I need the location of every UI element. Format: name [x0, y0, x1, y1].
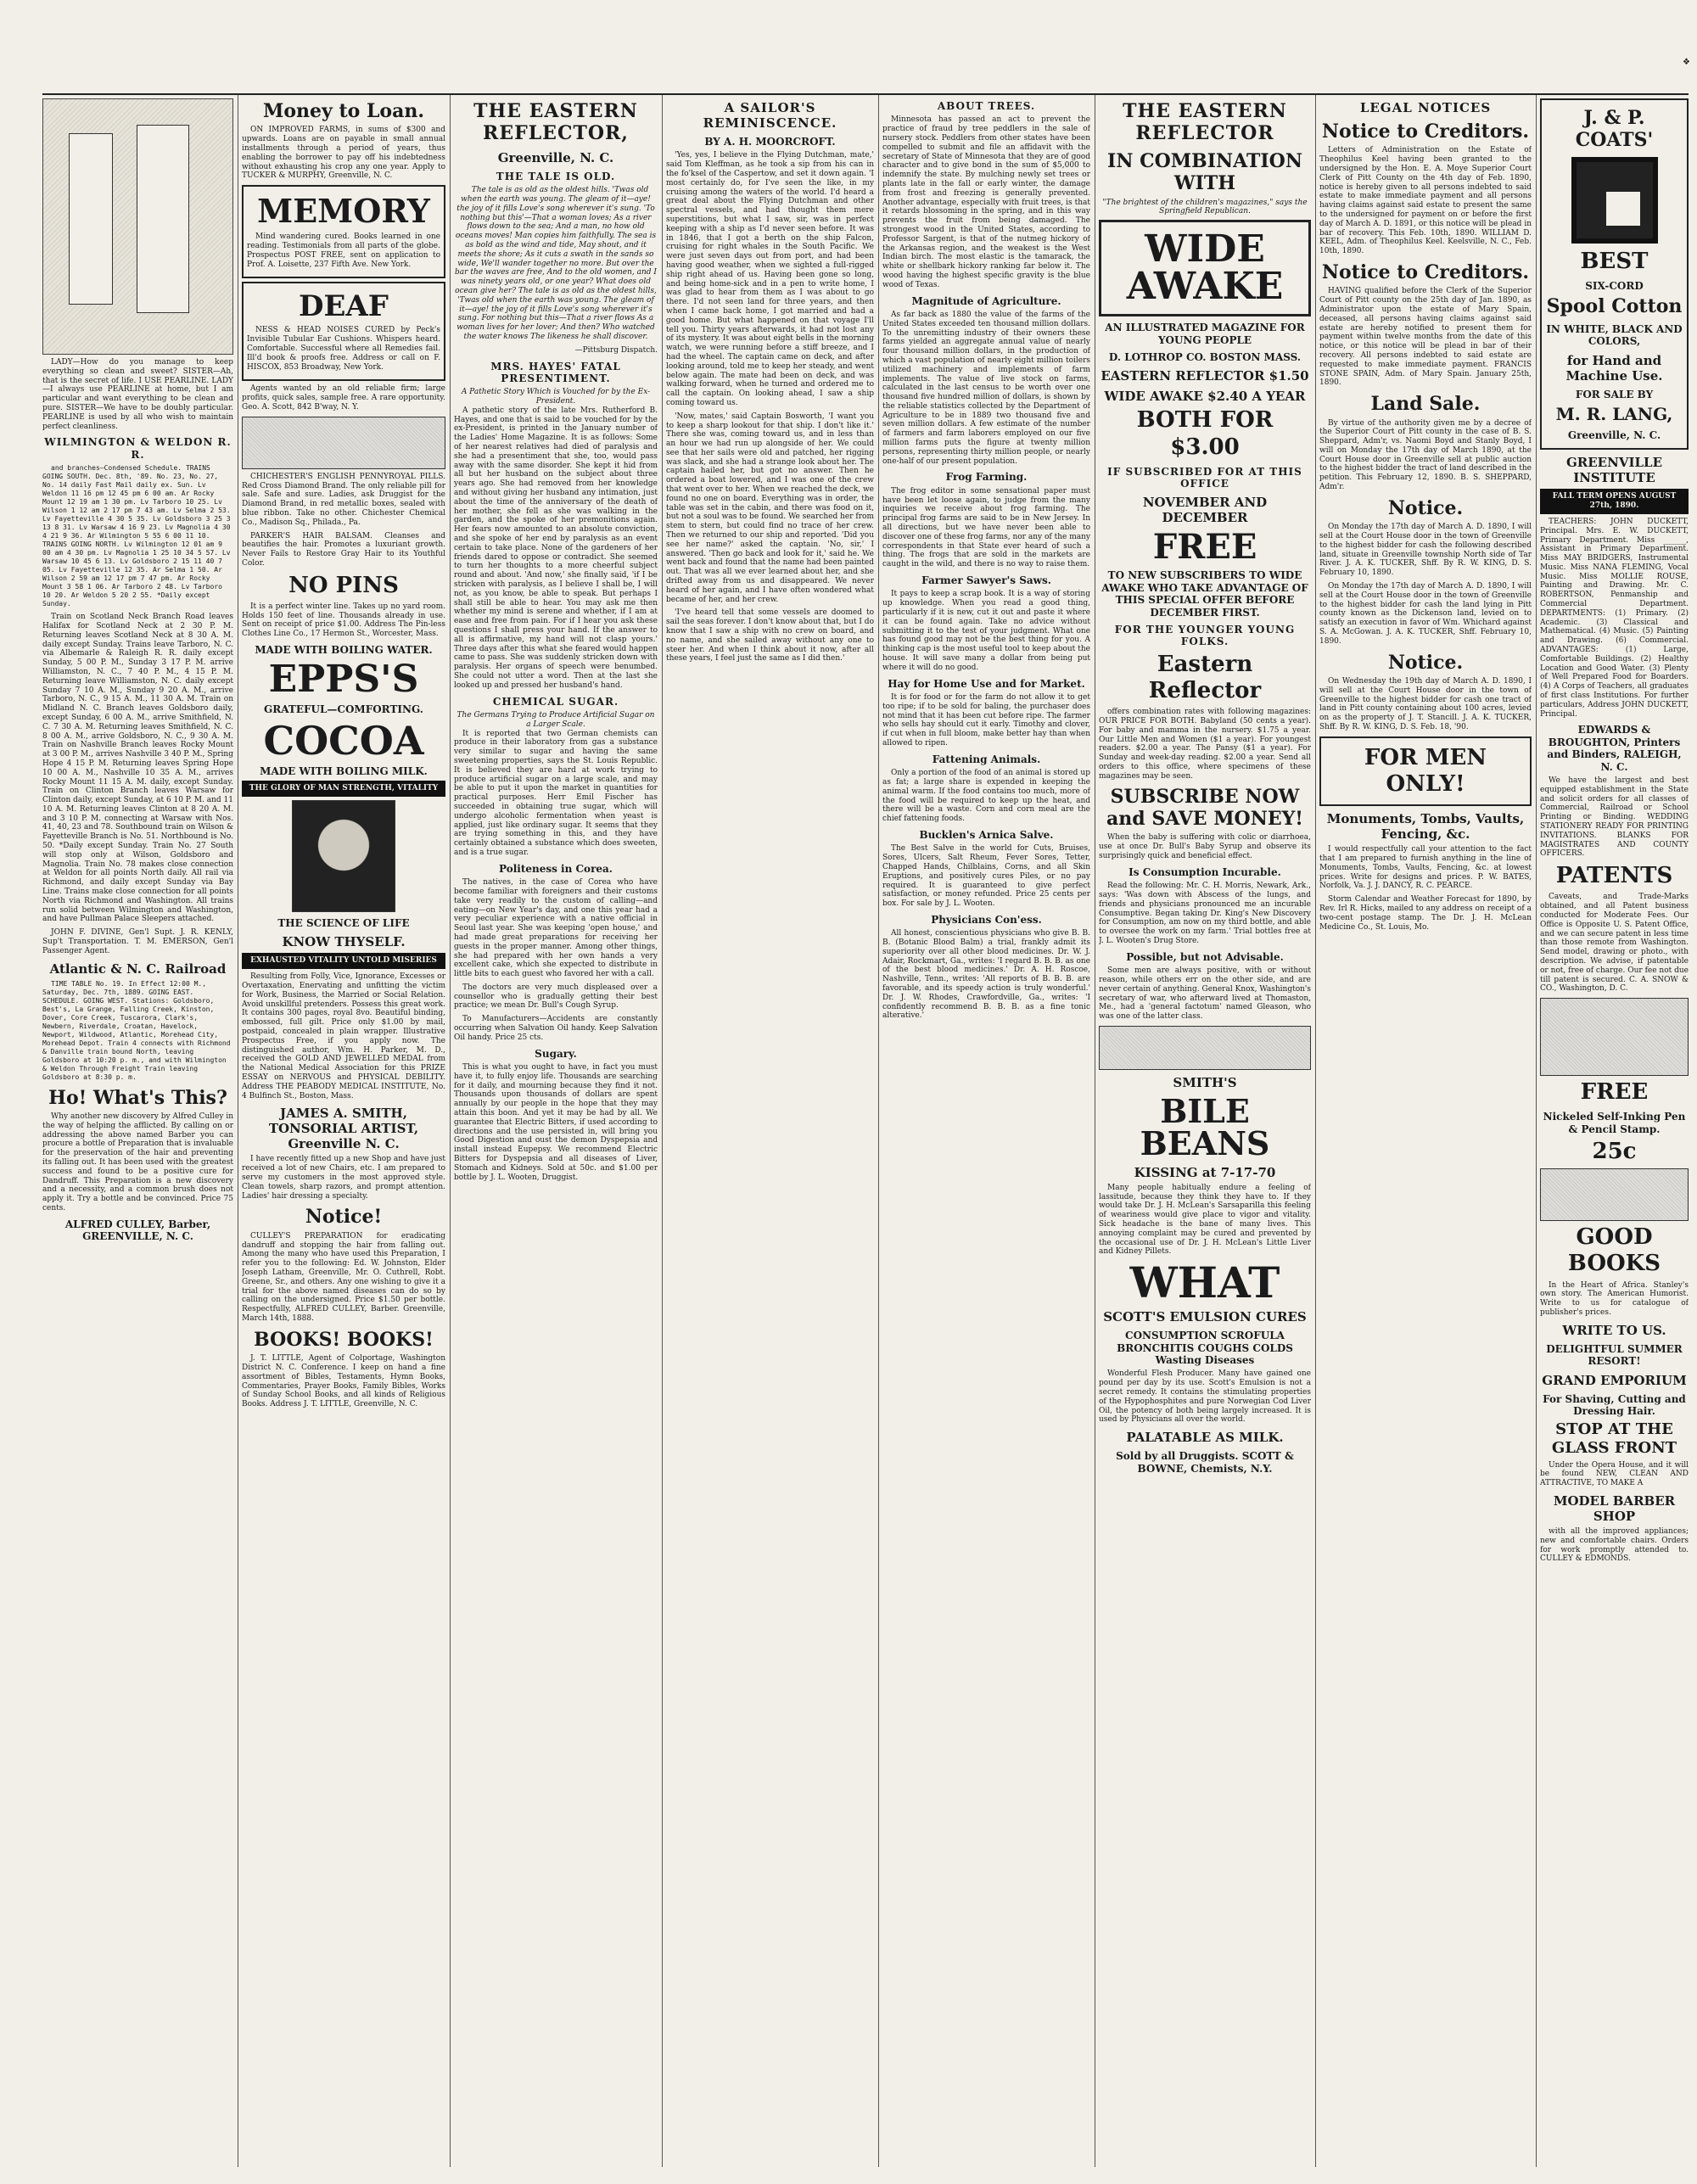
column-1 — [42, 95, 233, 2167]
farmer-body: It pays to keep a scrap book. It is a way of storing up knowledge. When you read a good thing, particularly if it is new, cut it out and paste it where it can be found again. Take no advice without submitting it to the test of your judgment. What one has found good may not be the best thing for you. A thinking cap is the most useful tool to keep about the house. It will save many a dollar from being put where it will do no good. — [882, 590, 1090, 672]
scotts-list: CONSUMPTION SCROFULA BRONCHITIS COUGHS COLDS Wasting Diseases — [1117, 1330, 1293, 1367]
sailor-heading: A SAILOR'S REMINISCENCE. — [703, 100, 837, 131]
trees-body: Minnesota has passed an act to prevent the practice of fraud by tree peddlers in the sale of nursery stock. Peddlers from other states have been compelled to submit and file an affidavit with the secretary of State of Minnesota that they are of good character and to give bond in the sum of $5,000 to indemnify the state. By mulching newly set trees or plants late in the fall or early winter, the damage from frost and freezing is generally prevented. Another advantage, especially with fruit trees, is that it retards blossoming in the spring, and in this way prevents the fruit from being damaged. The strongest wood in the United States, according to Professor Sargent, is that of the nutmeg hickory of the Arkansas region, and the weakest is the West Indian birch. The most elastic is the tamarack, the white or shellbark hickory ranking far below it. The wood having the highest specific gravity is the blue wood of Texas. — [882, 115, 1090, 289]
possible-heading: Possible, but not Advisable. — [1126, 950, 1284, 963]
lang-name: M. R. LANG, — [1555, 403, 1673, 424]
best-title: BEST — [1580, 248, 1649, 274]
land-body: By virtue of the authority given me by a decree of the Superior Court of Pitt county in the case of B. S. Sheppard, Adm'r, vs. Naomi Boyd and Stanly Boyd, I will on Monday the 17th day of March 1890, at the Court House door in Greenville sell at public auction to the highest bidder the tract of land described in the petition. This February 12, 1890. B. S. SHEPPARD, Adm'r. — [1319, 418, 1532, 492]
goodbooks-body: In the Heart of Africa. Stanley's own story. The American Humorist. Write to us for catalogue of publisher's prices. — [1540, 1280, 1689, 1318]
sugar-body: It is reported that two German chemists can produce in their laboratory from gas a substance very similar to sugar and having the same sweetening properties, says the St. Louis Republic. It is believed they are hard at work trying to produce artificial sugar on a large scale, and may be able to put it upon the market in quantities for practical purposes. Herr Emil Fischer has succeeded in obtaining true sugar, which will undergo alcoholic fermentation when yeast is applied, just like ordinary sugar. It seems that they are trying something in this, and they have certainly obtained a substance which does sweeten, and is a true sugar. — [454, 729, 658, 857]
land-heading: Land Sale. — [1370, 393, 1481, 416]
tale-heading: THE TALE IS OLD. — [496, 170, 616, 182]
parker-ad: PARKER'S HAIR BALSAM. Cleanses and beautifies the hair. Promotes a luxuriant growth. Never Fails to Restore Gray Hair to its Youthful Color. — [242, 531, 445, 568]
palatable-line: PALATABLE AS MILK. — [1126, 1430, 1284, 1446]
agri-heading: Magnitude of Agriculture. — [911, 294, 1061, 307]
column-rule — [450, 95, 451, 2167]
subscribe-banner: SUBSCRIBE NOW and SAVE MONEY! — [1106, 785, 1303, 830]
masthead-place: Greenville, N. C. — [497, 149, 614, 165]
buckle-body: The Best Salve in the world for Cuts, Bruises, Sores, Ulcers, Salt Rheum, Fever Sores, Tetter, Chapped Hands, Chilblains, Corns, and all Skin Eruptions, and positively cures Piles, or no pay required. It is guaranteed to give perfect satisfaction, or money refunded. Price 25 cents per box. For sale by J. L. Wooten. — [882, 844, 1090, 909]
column-4 — [666, 95, 874, 2167]
cred1-heading: Notice to Creditors. — [1321, 120, 1530, 143]
emporium-sub: For Shaving, Cutting and Dressing Hair. — [1543, 1392, 1686, 1418]
scotts-body: Wonderful Flesh Producer. Many have gained one pound per day by its use. Scott's Emulsion is not a secret remedy. It contains the stimulating properties of the Hypophosphites and pure Norwegian Cod Liver Oil, the potency of both being largely increased. It is used by Physicians all over the world. — [1099, 1369, 1311, 1425]
cred2-heading: Notice to Creditors. — [1321, 260, 1530, 283]
wideawake-logo — [1099, 220, 1311, 316]
sugar-heading: CHEMICAL SUGAR. — [492, 695, 619, 708]
physicians-body: All honest, conscientious physicians who give B. B. B. (Botanic Blood Balm) a trial, frankly admit its superiority over all other blood medicines. Dr. W. J. Adair, Rockmart, Ga., writes: 'I regard B. B. B. as one of the best blood medicines.' Dr. A. H. Roscoe, Nashville, Tenn., writes: 'All reports of B. B. B. are favorable, and its speedy action is truly wonderful.' Dr. J. W. Rhodes, Crawfordville, Ga., writes: 'I confidently recommend B. B. B. as a fine tonic alterative.' — [882, 929, 1090, 1021]
column-7 — [1319, 95, 1532, 2167]
science-title: THE SCIENCE OF LIFE — [277, 917, 410, 930]
pen-stamp-line: Nickeled Self-Inking Pen & Pencil Stamp. — [1543, 1111, 1686, 1135]
hayes-subheading: A Pathetic Story Which is Vouched for by the Ex-President. — [461, 388, 651, 406]
coats-title: J. & P. COATS' — [1575, 107, 1654, 152]
marry-item: The doctors are very much displeased over a counsellor who is gradually getting their best practice; we mean Dr. Bull's Cough Syrup. — [454, 983, 658, 1011]
hay-heading: Hay for Home Use and for Market. — [888, 677, 1085, 690]
consumption-body: Read the following: Mr. C. H. Morris, Newark, Ark., says: 'Was down with Abscess of the lungs, and friends and physicians pronounced me an incurable Consumptive. Began taking Dr. King's New Discovery for Consumption, am now on my third bottle, and able to oversee the work on my farm.' Trial bottles free at J. L. Wooten's Drug Store. — [1099, 882, 1311, 945]
buckle-heading: Bucklen's Arnica Salve. — [919, 828, 1054, 841]
price-wideawake: WIDE AWAKE $2.40 A YEAR — [1104, 389, 1306, 405]
fatten-heading: Fattening Animals. — [932, 753, 1041, 765]
price-er: EASTERN REFLECTOR $1.50 — [1101, 368, 1309, 384]
combination-line: IN COMBINATION WITH — [1107, 149, 1302, 195]
tale-poem: The tale is as old as the oldest hills. 'Twas old when the earth was young. The gleam of it—aye! the joy of it fills Love's song wherever it's sung. 'To nothing but this'—That a woman loves; As a river flows down to the sea; And a man, no how old oceans moves! Man copies him faithfully. The sea is as bold as the wind and tide, May shout, and it meets the shore; As it cuts a swath in the sands so wide, We'll wander together no more. But over the bar the waves are free, And to the old women, and I was ninety years old, or one year? What does old ocean give her? The tale is as old as the oldest hills, 'Twas old when the earth was young. The gleam of it—aye! the joy of it fills Love's song wherever it's sung. For nothing but this—That a river flows As a woman lives for her lover; And then? Who watched the water knows The likeness he shall discover. — [455, 186, 657, 341]
goodbooks-title: GOOD BOOKS — [1567, 1224, 1661, 1277]
frog-body: The frog editor in some sensational paper must have been let loose again, to judge from the many inquiries we receive about frog farming. The principal frog farms are said to be in New Jersey. In all directions, but we have never been able to discover one of these frog farms, nor any of the many correspondents in that State ever heard of such a thing. The frogs that are sold in the markets are caught in the wild, and there is no way to raise them. — [882, 486, 1090, 569]
author-portrait — [292, 800, 395, 912]
colors-line: IN WHITE, BLACK AND COLORS, — [1546, 322, 1683, 348]
monuments-heading: Monuments, Tombs, Vaults, Fencing, &c. — [1326, 811, 1525, 843]
merchants-item: To Manufacturers—Accidents are constantly occurring when Salvation Oil handy. Keep Salvation Oil handy. Price 25 cts. — [454, 1015, 658, 1042]
nopins-ad: It is a perfect winter line. Takes up no yard room. Holds 150 feet of line. Thousands already in use. Sent on receipt of price $1.00. Address The Pin-less Clothes Line Co., 17 Hermon St., Worcester, Mass. — [242, 602, 445, 639]
both-price: BOTH FOR $3.00 — [1136, 407, 1274, 460]
column-2 — [242, 95, 445, 2167]
notice3-body: On Wednesday the 19th day of March A. D. 1890, I will sell at the Court House door in the town of Greenville to the highest bidder for cash one tract of land in Pitt county containing about 100 acres, levied on as the property of J. T. Stancill. J. A. K. TUCKER, Shff. By R. W. KING, D. S. Feb. 18, '90. — [1319, 677, 1532, 731]
hand-line: for Hand and Machine Use. — [1565, 352, 1663, 384]
frog-heading: Frog Farming. — [945, 471, 1028, 484]
hay-body: It is for food or for the farm do not allow it to get too ripe; if to be sold for baling, the purchaser does not mind that it has been cut before ripe. The farmer who sells hay should cut it early. Timothy and clover, if cut when in full bloom, make better hay than when allowed to ripen. — [882, 692, 1090, 748]
epps-top: MADE WITH BOILING WATER. — [255, 644, 433, 657]
smith-body: I have recently fitted up a new Shop and have just received a lot of new Chairs, etc. I am prepared to serve my customers in the most approved style. Clean towels, sharp razors, and prompt attention. Ladies' hair dressing a specialty. — [242, 1155, 445, 1201]
free-illustration — [1540, 998, 1689, 1076]
trees-heading: ABOUT TREES. — [937, 100, 1036, 112]
eyeglass-illustration — [1540, 1168, 1689, 1221]
storm-item: Storm Calendar and Weather Forecast for 1890, by Rev. Irl R. Hicks, mailed to any address on receipt of a two-cent postage stamp. The Dr. J. H. McLean Medicine Co., St. Louis, Mo. — [1319, 895, 1532, 932]
notice2-body: On Monday the 17th day of March A. D. 1890, I will sell at the Court House door in the town of Greenville to the highest bidder for cash the land lying in Pitt county known as the Dickenson land, levied on to satisfy an execution in favor of Wm. Whichard against S. A. McGowan. J. A. K. TUCKER, Shff. February 10, 1890. — [1319, 582, 1532, 646]
deaf-body: NESS & HEAD NOISES CURED by Peck's Invisible Tubular Ear Cushions. Whispers heard. Comfortable. Successful where all Remedies fail. Ill'd book & proofs free. Address or call on F. HISCOX, 853 Broadway, New York. — [247, 326, 440, 372]
possible-body: Some men are always positive, with or without reason, while others err on the other side, and are never certain of anything. General Knox, Washington's secretary of war, who afterward lived at Thomaston, Me., had a 'general factotum' named Gleason, who was one of the latter class. — [1099, 966, 1311, 1022]
younger-line: FOR THE YOUNGER YOUNG FOLKS. — [1114, 624, 1296, 648]
model-title: MODEL BARBER SHOP — [1553, 1492, 1676, 1524]
books-body: J. T. LITTLE, Agent of Colportage, Washington District N. C. Conference. I keep on hand a fine assortment of Bibles, Testaments, Hymn Books, Commentaries, Prayer Books, Family Bibles, Works of Sunday School Books, and all kinds of Religious Books. Address J. T. LITTLE, Greenville, N. C. — [242, 1354, 445, 1409]
fatten-body: Only a portion of the food of an animal is stored up as fat; a large share is expended in keeping the animal warm. If the food contains too much, more of the food will be required to keep up the heat, and there will be a waste. Corn and corn meal are the chief fattening foods. — [882, 769, 1090, 824]
lady-figure — [69, 133, 113, 305]
scotts-title: SCOTT'S EMULSION CURES — [1103, 1309, 1307, 1325]
bilebeans-title: BILE BEANS — [1140, 1091, 1270, 1162]
er2-note: offers combination rates with following magazines: OUR PRICE FOR BOTH. Babyland (50 cents a year). For baby and mamma in the nursery. $1.75 a year. Our Little Men and Women ($1 a year). For youngest readers. $2.00 a year. The Pansy ($1 a year). For Sunday and week-day reading. $2.00 a year. Send all orders to this office, where specimens of these magazines may be seen. — [1099, 708, 1311, 781]
baby-item: When the baby is suffering with colic or diarrhoea, use at once Dr. Bull's Baby Syrup and observe its surprisingly quick and beneficial effect. — [1099, 833, 1311, 860]
exhausted-banner: EXHAUSTED VITALITY UNTOLD MISERIES — [242, 953, 445, 969]
free-title: FREE — [1152, 527, 1257, 568]
column-rule — [1536, 95, 1537, 2167]
deaf-title: DEAF — [299, 289, 389, 324]
cocoa-title: COCOA — [263, 717, 424, 764]
bilebeans-illustration — [1099, 1026, 1311, 1070]
institute-title: GREENVILLE INSTITUTE — [1565, 455, 1663, 486]
what-title: WHAT — [1129, 1257, 1280, 1308]
sailor-byline: BY A. H. MOORCROFT. — [704, 136, 836, 148]
sugary-body: This is what you ought to have, in fact you must have it, to fully enjoy life. Thousands are searching for it daily, and mourning because they find it not. Thousands upon thousands of dollars are spent annually by our people in the hope that they may attain this boon. And yet it may be had by all. We guarantee that Electric Bitters, if used according to directions and the use persisted in, will bring you Good Digestion and oust the demon Dyspepsia and install instead Eupepsy. We recommend Electric Bitters for Dyspepsia and all diseases of Liver, Stomach and Kidneys. Sold at 50c. and $1.00 per bottle by J. L. Wooten, Druggist. — [454, 1063, 658, 1182]
formen-ad — [1319, 736, 1532, 806]
wideawake-title: WIDE AWAKE — [1126, 227, 1284, 309]
agri-body: As far back as 1880 the value of the farms of the United States exceeded ten thousand million dollars. To the unremitting industry of their owners these farms yielded an aggregate annual value of nearly four thousand million dollars, in the production of which a vast population of nearly eight million toilers utilized machinery and implements of farm implements. The value of live stock on farms, calculated in the last census to be worth over one thousand five hundred million of dollars, is shown by the reliable statistics collected by the Department of Agriculture to be in 1889 two thousand five and seven million dollars. A few estimate of the number of farmers and farm laborers employed on our five million farms puts the figure at twenty million persons, representing thirty million people, or nearly one-half of our present population. — [882, 310, 1090, 466]
epps-sub: GRATEFUL—COMFORTING. — [264, 703, 423, 716]
glory-banner: THE GLORY OF MAN STRENGTH, VITALITY — [242, 781, 445, 797]
cocoa-sub: MADE WITH BOILING MILK. — [260, 764, 428, 777]
railroad-officials: JOHN F. DIVINE, Gen'l Supt. J. R. KENLY, Sup't Transportation. T. M. EMERSON, Gen'l Passenger Agent. — [42, 928, 233, 955]
corea-heading: Politeness in Corea. — [499, 862, 613, 875]
smiths-title: SMITH'S — [1173, 1074, 1237, 1090]
monuments-body: I would respectfully call your attention to the fact that I am prepared to furnish anything in the line of Monuments, Tombs, Vaults, Fencing, &c. at lowest prices. Write for designs and prices. P. W. BATES, Norfolk, Va. J. J. DANCY, R. C. PEARCE. — [1319, 845, 1532, 891]
page-corner-mark: ❖ — [1683, 58, 1690, 67]
poem-citation: —Pittsburg Dispatch. — [574, 345, 658, 355]
money-heading: Money to Loan. — [262, 100, 424, 122]
stop-title: STOP AT THE GLASS FRONT — [1551, 1420, 1677, 1457]
consumption-heading: Is Consumption Incurable. — [1129, 865, 1281, 878]
masthead-name: THE EASTERN REFLECTOR, — [473, 100, 638, 145]
sixcord-line: SIX-CORD — [1585, 279, 1644, 292]
column-8 — [1540, 95, 1689, 2167]
deaf-ad — [242, 282, 445, 381]
column-rule — [662, 95, 663, 2167]
hoho-heading: Ho! What's This? — [48, 1086, 227, 1109]
model-body: with all the improved appliances; new and comfortable chairs. Orders for work promptly attended to. CULLEY & EDMONDS. — [1540, 1526, 1689, 1564]
column-rule — [1315, 95, 1316, 2167]
atlantic-heading: Atlantic & N. C. Railroad — [49, 960, 227, 977]
free-note: TO NEW SUBSCRIBERS TO WIDE AWAKE WHO TAKE ADVANTAGE OF THIS SPECIAL OFFER BEFORE DECEMBER FIRST. — [1101, 569, 1308, 619]
sailor-body: 'Yes, yes, I believe in the Flying Dutchman, mate,' said Tom Kleffman, as he took a sip from his can in the fo'ksel of the Caspertow, and set it down again. 'I most certainly do, for I've seen the like, in my cruising among the waters of the world. I'd heard a great deal about the Flying Dutchman and other spectral vessels, and had thought them mere superstitions, but what I saw, sir, was in perfect keeping with a ship as I'd never seen before. It was in 1846, that I got a berth on the ship Falcon, cruising for right whales in the South Pacific. We were just seven days out from port, and had been having good weather, when we sighted a full-rigged ship right ahead of us. Having been gone so long, and being home-sick and in a pen to write home, I was glad to hear from them as I was about to go there. I'd not seen land for three years, and then when I came back home, I got married and had a good home. But what happened on that voyage I'll tell you. Thirty years afterwards, it had not lost any of its mystery. It was about eight bells in the morning watch, we were running before a stiff breeze, and I had the wheel. The captain came on deck, and after looking around, told me to keep her steady, and went below again. The mate had been on deck, and was walking forward, when he turned and ordered me to call the captain. On looking ahead, I saw a ship coming toward us. — [666, 151, 874, 407]
physicians-heading: Physicians Con'ess. — [931, 913, 1042, 926]
epps-title: EPPS'S — [268, 658, 419, 702]
memory-title: MEMORY — [257, 192, 430, 231]
money-body: ON IMPROVED FARMS, in sums of $300 and upwards. Loans are on payable in small annual installments through a period of years, thus enabling the borrower to pay off his indebtedness without exhausting his crop any one year. Apply to TUCKER & MURPHY, Greenville, N. C. — [242, 126, 445, 181]
institute-term: FALL TERM OPENS AUGUST 27th, 1890. — [1540, 489, 1689, 514]
patents-title: PATENTS — [1555, 863, 1673, 889]
column-6 — [1099, 95, 1311, 2167]
wilmington-schedule: and branches—Condensed Schedule. TRAINS GOING SOUTH. Dec. 8th, '89. No. 23, No. 27, No. 14 daily Fast Mail daily ex. Sun. Lv Weldon 11 16 pm 12 45 pm 6 00 am. Ar Rocky Mount 12 19 am 1 30 pm. Lv Tarboro 10 25. Lv Wilson 1 12 am 2 17 pm 7 43 am. Lv Selma 2 53. Lv Fayetteville 4 30 5 35. Lv Goldsboro 3 25 3 13 8 31. Lv Warsaw 4 16 9 23. Lv Magnolia 4 30 4 21 9 36. Ar Wilmington 5 55 6 00 11 10. TRAINS GOING NORTH. Lv Wilmington 12 01 am 9 00 am 4 30 pm. Lv Magnolia 1 25 10 34 5 57. Lv Warsaw 10 45 6 13. Lv Goldsboro 2 15 11 40 7 05. Lv Fayetteville 12 35. Ar Selma 1 50. Ar Wilson 2 59 am 12 17 pm 7 47 pm. Ar Rocky Mount 3 58 1 06. Ar Tarboro 2 48. Lv Tarboro 10 20. Ar Weldon 5 20 2 55. *Daily except Sunday. — [42, 464, 231, 608]
notice1-body: On Monday the 17th day of March A. D. 1890, I will sell at the Court House door in the town of Greenville to the highest bidder for cash the following described land, situate in Greenville township North side of Tar River. J. A. K. TUCKER, Shff. By R. W. KING, D. S. February 10, 1890. — [1319, 523, 1532, 578]
memory-body: Mind wandering cured. Books learned in one reading. Testimonials from all parts of the globe. Prospectus POST FREE, sent on application to Prof. A. Loisette, 237 Fifth Ave. New York. — [247, 232, 440, 269]
column-5 — [882, 95, 1090, 2167]
pennyroyal-illustration — [242, 417, 445, 469]
cred2-body: HAVING qualified before the Clerk of the Superior Court of Pitt county on the 25th day of Jan. 1890, as Administrator upon the estate of Mary Spain, deceased, all persons having claims against said estate are hereby notified to present them for payment within twelve months from the date of this notice, or this notice will be plead in bar of their recovery. All persons indebted to said estate are requested to make immediate payment. FRANCIS STONE SPAIN, Adm. of Mary Spain. January 25th, 1890. — [1319, 287, 1532, 388]
pearline-caption: LADY—How do you manage to keep everything so clean and sweet? SISTER—Ah, that is the secret of life. I USE PEARLINE. LADY—I always use PEARLINE at home, but I am particular and want everything to be clean and pure. SISTER—We have to be doubly particular. PEARLINE is used by all who wish to maintain perfect cleanliness. — [42, 358, 233, 431]
er2-title: Eastern Reflector — [1148, 651, 1262, 704]
knowthyself-title: KNOW THYSELF. — [282, 934, 406, 950]
pearline-illustration — [42, 98, 233, 355]
sailor-body-2: 'Now, mates,' said Captain Bosworth, 'I want you to keep a sharp lookout for that ship. I don't like it.' There she was, coming toward us, and in less than an hour we had run up alongside of her. We could see that her sails were old and patched, her rigging was slack, and she had a strange look about her. The captain hailed her, but got no answer. Then he ordered a boat lowered, and I was one of the crew that went over to her. When we reached the deck, we found no one on board. Everything was in order, the table was set in the cabin, and there was food on it, but not a soul was to be found. We searched her from stem to stern, but could find no trace of her crew. Then we returned to our ship and reported. 'Did you see her name?' asked the captain. 'No, sir,' I answered. 'Then go back and look for it,' said he. We went back and found that the name had been painted out. That was all we ever learned about her, and she drifted away from us and disappeared. We never heard of her again, and I have often wondered what became of her, and her crew. — [666, 412, 874, 604]
corea-body: The natives, in the case of Corea who have become familiar with foreigners and their customs take very readily to the custom of calling—and eating—on New Year's day, and one this year had a very peculiar experience with a native official in Seoul last year. She was keeping 'open house,' and had made great preparations for receiving her guests in the proper manner. Among other things, she had prepared with her own hands a very excellent cake, which she expected to distribute in little bits to each guest who favored her with a call. — [454, 878, 658, 979]
nopins-title: NO PINS — [288, 572, 399, 598]
sugar-subheading: The Germans Trying to Produce Artificial Sugar on a Larger Scale. — [456, 710, 655, 729]
legal-heading: LEGAL NOTICES — [1359, 100, 1492, 115]
coats-ad — [1540, 98, 1689, 450]
pennyroyal-ad: CHICHESTER'S ENGLISH PENNYROYAL PILLS. Red Cross Diamond Brand. The only reliable pill for sale. Safe and sure. Ladies, ask Druggist for the Diamond Brand, in red metallic boxes, sealed with blue ribbon. Take no other. Chichester Chemical Co., Madison Sq., Philada., Pa. — [242, 472, 445, 527]
hoho-body: Why another new discovery by Alfred Culley in the way of helping the afflicted. By calling on or addressing the above named Barber you can procure a bottle of Preparation that is invaluable for the preservation of the hair and preventing its falling out. It has been used with the greatest success and found to be a positive cure for Dandruff. This Preparation is a new discovery and a necessity, and a common brush does not apply it. Try a bottle and be convinced. Price 75 cents. — [42, 1112, 233, 1212]
agents-ad: Agents wanted by an old reliable firm; large profits, quick sales, sample free. A rare opportunity. Geo. A. Scott, 842 B'way, N. Y. — [242, 384, 445, 412]
notice-body: CULLEY'S PREPARATION for eradicating dandruff and stopping the hair from falling out. Among the many who have used this Preparation, I refer you to the following: Ed. W. Johnston, Elder Joseph Latham, Greenville, Mr. O. Cuthrell, Robt. Greene, Sr., and others. Any one wishing to give it a trial for the above named diseases can do so by calling on the undersigned. Price $1.50 per bottle. Respectfully, ALFRED CULLEY, Barber. Greenville, March 14th, 1888. — [242, 1231, 445, 1323]
resort-title: DELIGHTFUL SUMMER RESORT! — [1546, 1342, 1683, 1368]
spool-icon — [1571, 157, 1658, 244]
train-notes: Train on Scotland Neck Branch Road leaves Halifax for Scotland Neck at 2 30 P. M. Returning leaves Scotland Neck at 8 30 A. M. daily except Sunday. Trains leave Tarboro, N. C. via Albemarle & Raleigh R. R. daily except Sunday, 5 00 P. M., Sunday 3 17 P. M. arrive Williamston, N. C., 7 40 P. M., 4 15 P. M. Returning leave Williamston, N. C. daily except Sunday 7 10 A. M., Sunday 9 20 A. M., arrive Tarboro, N. C., 9 15 A. M., 11 30 A. M. Train on Midland N. C. Branch leaves Goldsboro daily, except Sunday, 6 00 A. M., arrive Smithfield, N. C. 7 30 A. M. Returning leaves Smithfield, N. C. 8 00 A. M., arrive Goldsboro, N. C., 9 30 A. M. Train on Nashville Branch leaves Rocky Mount at 3 00 P. M., arrives Nashville 3 40 P. M., Spring Hope 4 15 P. M. Returning leaves Spring Hope 10 00 A. M., Nashville 10 35 A. M., arrives Rocky Mount 11 15 A. M. daily, except Sunday. Train on Clinton Branch leaves Warsaw for Clinton daily, except Sunday, at 6 10 P. M. and 11 10 A. M. Returning leaves Clinton at 8 20 A. M. and 3 10 P. M. connecting at Warsaw with Nos. 41, 40, 23 and 78. Southbound train on Wilson & Fayetteville Branch is No. 51. Northbound is No. 50. *Daily except Sunday. Train No. 27 South will stop only at Wilson, Goldsboro and Magnolia. Train No. 78 makes close connection at Weldon for all points North daily. All rail via Richmond, and daily except Sunday via Bay Line. Trains make close connection for all points North via Richmond and Washington. All trains run solid between Wilmington and Washington, and have Pullman Palace Sleepers attached. — [42, 613, 233, 924]
edwards-title: EDWARDS & BROUGHTON, Printers and Binders, RALEIGH, N. C. — [1547, 724, 1682, 773]
memory-ad — [242, 185, 445, 278]
brightest-quote: "The brightest of the children's magazines," says the Springfield Republican. — [1102, 198, 1308, 216]
publisher-line: D. LOTHROP CO. BOSTON MASS. — [1108, 350, 1302, 363]
notice3-heading: Notice. — [1387, 651, 1464, 674]
novdec-line: NOVEMBER AND DECEMBER — [1142, 495, 1268, 526]
emporium-title: GRAND EMPORIUM — [1542, 1372, 1687, 1388]
books-heading: BOOKS! BOOKS! — [254, 1328, 434, 1351]
hayes-body: A pathetic story of the late Mrs. Rutherford B. Hayes, and one that is said to be vouched for by the ex-President, is printed in the January number of the Ladies' Home Magazine. It is as follows: Some of her nearest relatives had died of paralysis and she had a presentiment that she, too, would pass away with the same disorder. She kept it hid from all but her husband on the subject about three years ago. She had removed from her knowledge and without giving her husband any intimation, just about the time of the anniversary of the death of her mother, she fell as she was walking in the garden, and the spoke of her premonitions again. Her fears now amounted to an absolute conviction, and she spoke of her end by paralysis as an event certain to take place. None of the gardeners of her friends dared to oppose or contradict. She seemed to turn her thoughts to a more cheerful subject round and about. 'And now,' she finally said, 'if I be stricken with paralysis, as I believe I shall be, I will not, as you know, be able to speak. But perhaps I shall still be able to hear. You may ask me then whether my mind is serene and whether, if I am at ease and free from pain. For if I hear you ask these questions I shall press your hand. If the answer to all is affirmative, my hand will not clasp yours.' Three days after this what she feared would happen came to pass. She was suddenly stricken down with paralysis. Her organs of speech were benumbed. She could not utter a word. Then at the last she looked up and pressed her husband's hand. — [454, 406, 658, 690]
pen-price: 25c — [1592, 1139, 1637, 1165]
sugary-heading: Sugary. — [535, 1047, 577, 1060]
farmer-heading: Farmer Sawyer's Saws. — [921, 574, 1051, 587]
mclean-item: Many people habitually endure a feeling of lassitude, because they think they have to. If they would take Dr. J. H. McLean's Sarsaparilla this feeling of weariness would give place to vigor and vitality. Sick headache is the bane of many lives. This annoying complaint may be cured and prevented by the occasional use of Dr. J. H. McLean's Little Liver and Kidney Pillets. — [1099, 1183, 1311, 1257]
spool-title: Spool Cotton — [1546, 295, 1683, 318]
smith-heading: JAMES A. SMITH, TONSORIAL ARTIST, Greenville N. C. — [268, 1106, 419, 1152]
notice-heading: Notice! — [305, 1206, 383, 1229]
stop-body: Under the Opera House, and it will be found NEW, CLEAN AND ATTRACTIVE, TO MAKE A — [1540, 1460, 1689, 1488]
atlantic-schedule: TIME TABLE No. 19. In Effect 12:00 M., Saturday, Dec. 7th, 1889. GOING EAST. SCHEDULE. GOING WEST. Stations: Goldsboro, Best's, La Grange, Falling Creek, Kinston, Dover, Core Creek, Tuscarora, Clark's, Newbern, Riverdale, Croatan, Havelock, Newport, Wildwood, Atlantic, Morehead City, Morehead Depot. Train 4 connects with Richmond & Danville train bound North, leaving Goldsboro at 10:20 p. m., and with Wilmington & Weldon Through Freight Train leaving Goldsboro at 8:30 p. m. — [42, 979, 231, 1081]
edwards-body: We have the largest and best equipped establishment in the State and solicit orders for all classes of Commercial, Railroad or School Printing or Binding. WEDDING STATIONERY READY FOR PRINTING INVITATIONS. BLANKS FOR MAGISTRATES AND COUNTY OFFICERS. — [1540, 776, 1689, 859]
formen-title: FOR MEN ONLY! — [1364, 744, 1487, 797]
forsale-line: FOR SALE BY — [1575, 388, 1654, 400]
patents-body: Caveats, and Trade-Marks obtained, and all Patent business conducted for Moderate Fees. Our Office is Opposite U. S. Patent Office, and we can secure patent in less time than those remote from Washington. Send model, drawing or photo., with description. We advise, if patentable or not, free of charge. Our fee not due till patent is secured. C. A. SNOW & CO., Washington, D. C. — [1540, 893, 1689, 994]
hoho-signature: ALFRED CULLEY, Barber, GREENVILLE, N. C. — [64, 1218, 211, 1243]
notice1-heading: Notice. — [1387, 496, 1464, 519]
free-label: FREE — [1580, 1079, 1649, 1106]
subscribed-line: IF SUBSCRIBED FOR AT THIS OFFICE — [1107, 465, 1302, 490]
kissing-line: KISSING at 7-17-70 — [1134, 1164, 1276, 1180]
er-combo-heading: THE EASTERN REFLECTOR — [1123, 100, 1287, 145]
exhausted-body: Resulting from Folly, Vice, Ignorance, Excesses or Overtaxation, Enervating and unfitting the victim for Work, Business, the Married or Social Relation. Avoid unskillful pretenders. Possess this great work. It contains 300 pages, royal 8vo. Beautiful binding, embossed, full gilt. Price only $1.00 by mail, postpaid, concealed in plain wrapper. Illustrative Prospectus Free, if you apply now. The distinguished author, Wm. H. Parker, M. D., received the GOLD AND JEWELLED MEDAL from the National Medical Association for this PRIZE ESSAY on NERVOUS and PHYSICAL DEBILITY. Address THE PEABODY MEDICAL INSTITUTE, No. 4 Bulfinch St., Boston, Mass. — [242, 972, 445, 1100]
illustrated-line: AN ILLUSTRATED MAGAZINE FOR YOUNG PEOPLE — [1105, 322, 1305, 346]
column-rule — [878, 95, 879, 2167]
institute-body: TEACHERS: JOHN DUCKETT, Principal. Mrs. E. W. DUCKETT, Primary Department. Miss ______, Assistant in Primary Department. Miss MAY BRIDGERS, Instrumental Music. Miss NANA FLEMING, Vocal Music. Miss MOLLIE ROUSE, Painting and Drawing. Mr. C. ROBERTSON, Penmanship and Commercial Department. DEPARTMENTS: (1) Primary. (2) Academic. (3) Classical and Mathematical. (4) Music. (5) Painting and Drawing. (6) Commercial. ADVANTAGES: (1) Large, Comfortable Buildings. (2) Healthy Location and Good Water. (3) Plenty of Well Prepared Food for Boarders. (4) A Corps of Teachers, all graduates of first class Institutions. For further particulars, Address JOHN DUCKETT, Principal. — [1540, 517, 1689, 719]
sister-figure — [137, 125, 189, 313]
column-3 — [454, 95, 658, 2167]
lang-place: Greenville, N. C. — [1567, 428, 1661, 441]
wilmington-heading: WILMINGTON & WELDON R. R. — [44, 436, 232, 461]
hayes-heading: MRS. HAYES' FATAL PRESENTIMENT. — [490, 360, 621, 384]
sailor-body-3: 'I've heard tell that some vessels are doomed to sail the seas forever. I don't know about that, but I do know that I saw a ship with no crew on board, and no name, and she sailed away without any one to steer her. And when I think about it now, after all these years, I feel just the same as I did then.' — [666, 608, 874, 664]
cred1-body: Letters of Administration on the Estate of Theophilus Keel having been granted to the undersigned by the Hon. E. A. Moye Superior Court Clerk of Pitt County on the 4th day of Feb. 1890, notice is hereby given to all persons indebted to said estate to make immediate payment and all persons having claims against said estate to present the same to the undersigned for payment on or before the first day of March A. D. 1891, or this notice will be plead in bar of recovery. This Feb. 10th, 1890. WILLIAM D. KEEL, Adm. of Theophilus Keel. Keelsville, N. C., Feb. 10th, 1890. — [1319, 146, 1532, 256]
writetous-line: WRITE TO US. — [1562, 1322, 1666, 1338]
druggists-line: Sold by all Druggists. SCOTT & BOWNE, Chemists, N.Y. — [1116, 1450, 1294, 1475]
